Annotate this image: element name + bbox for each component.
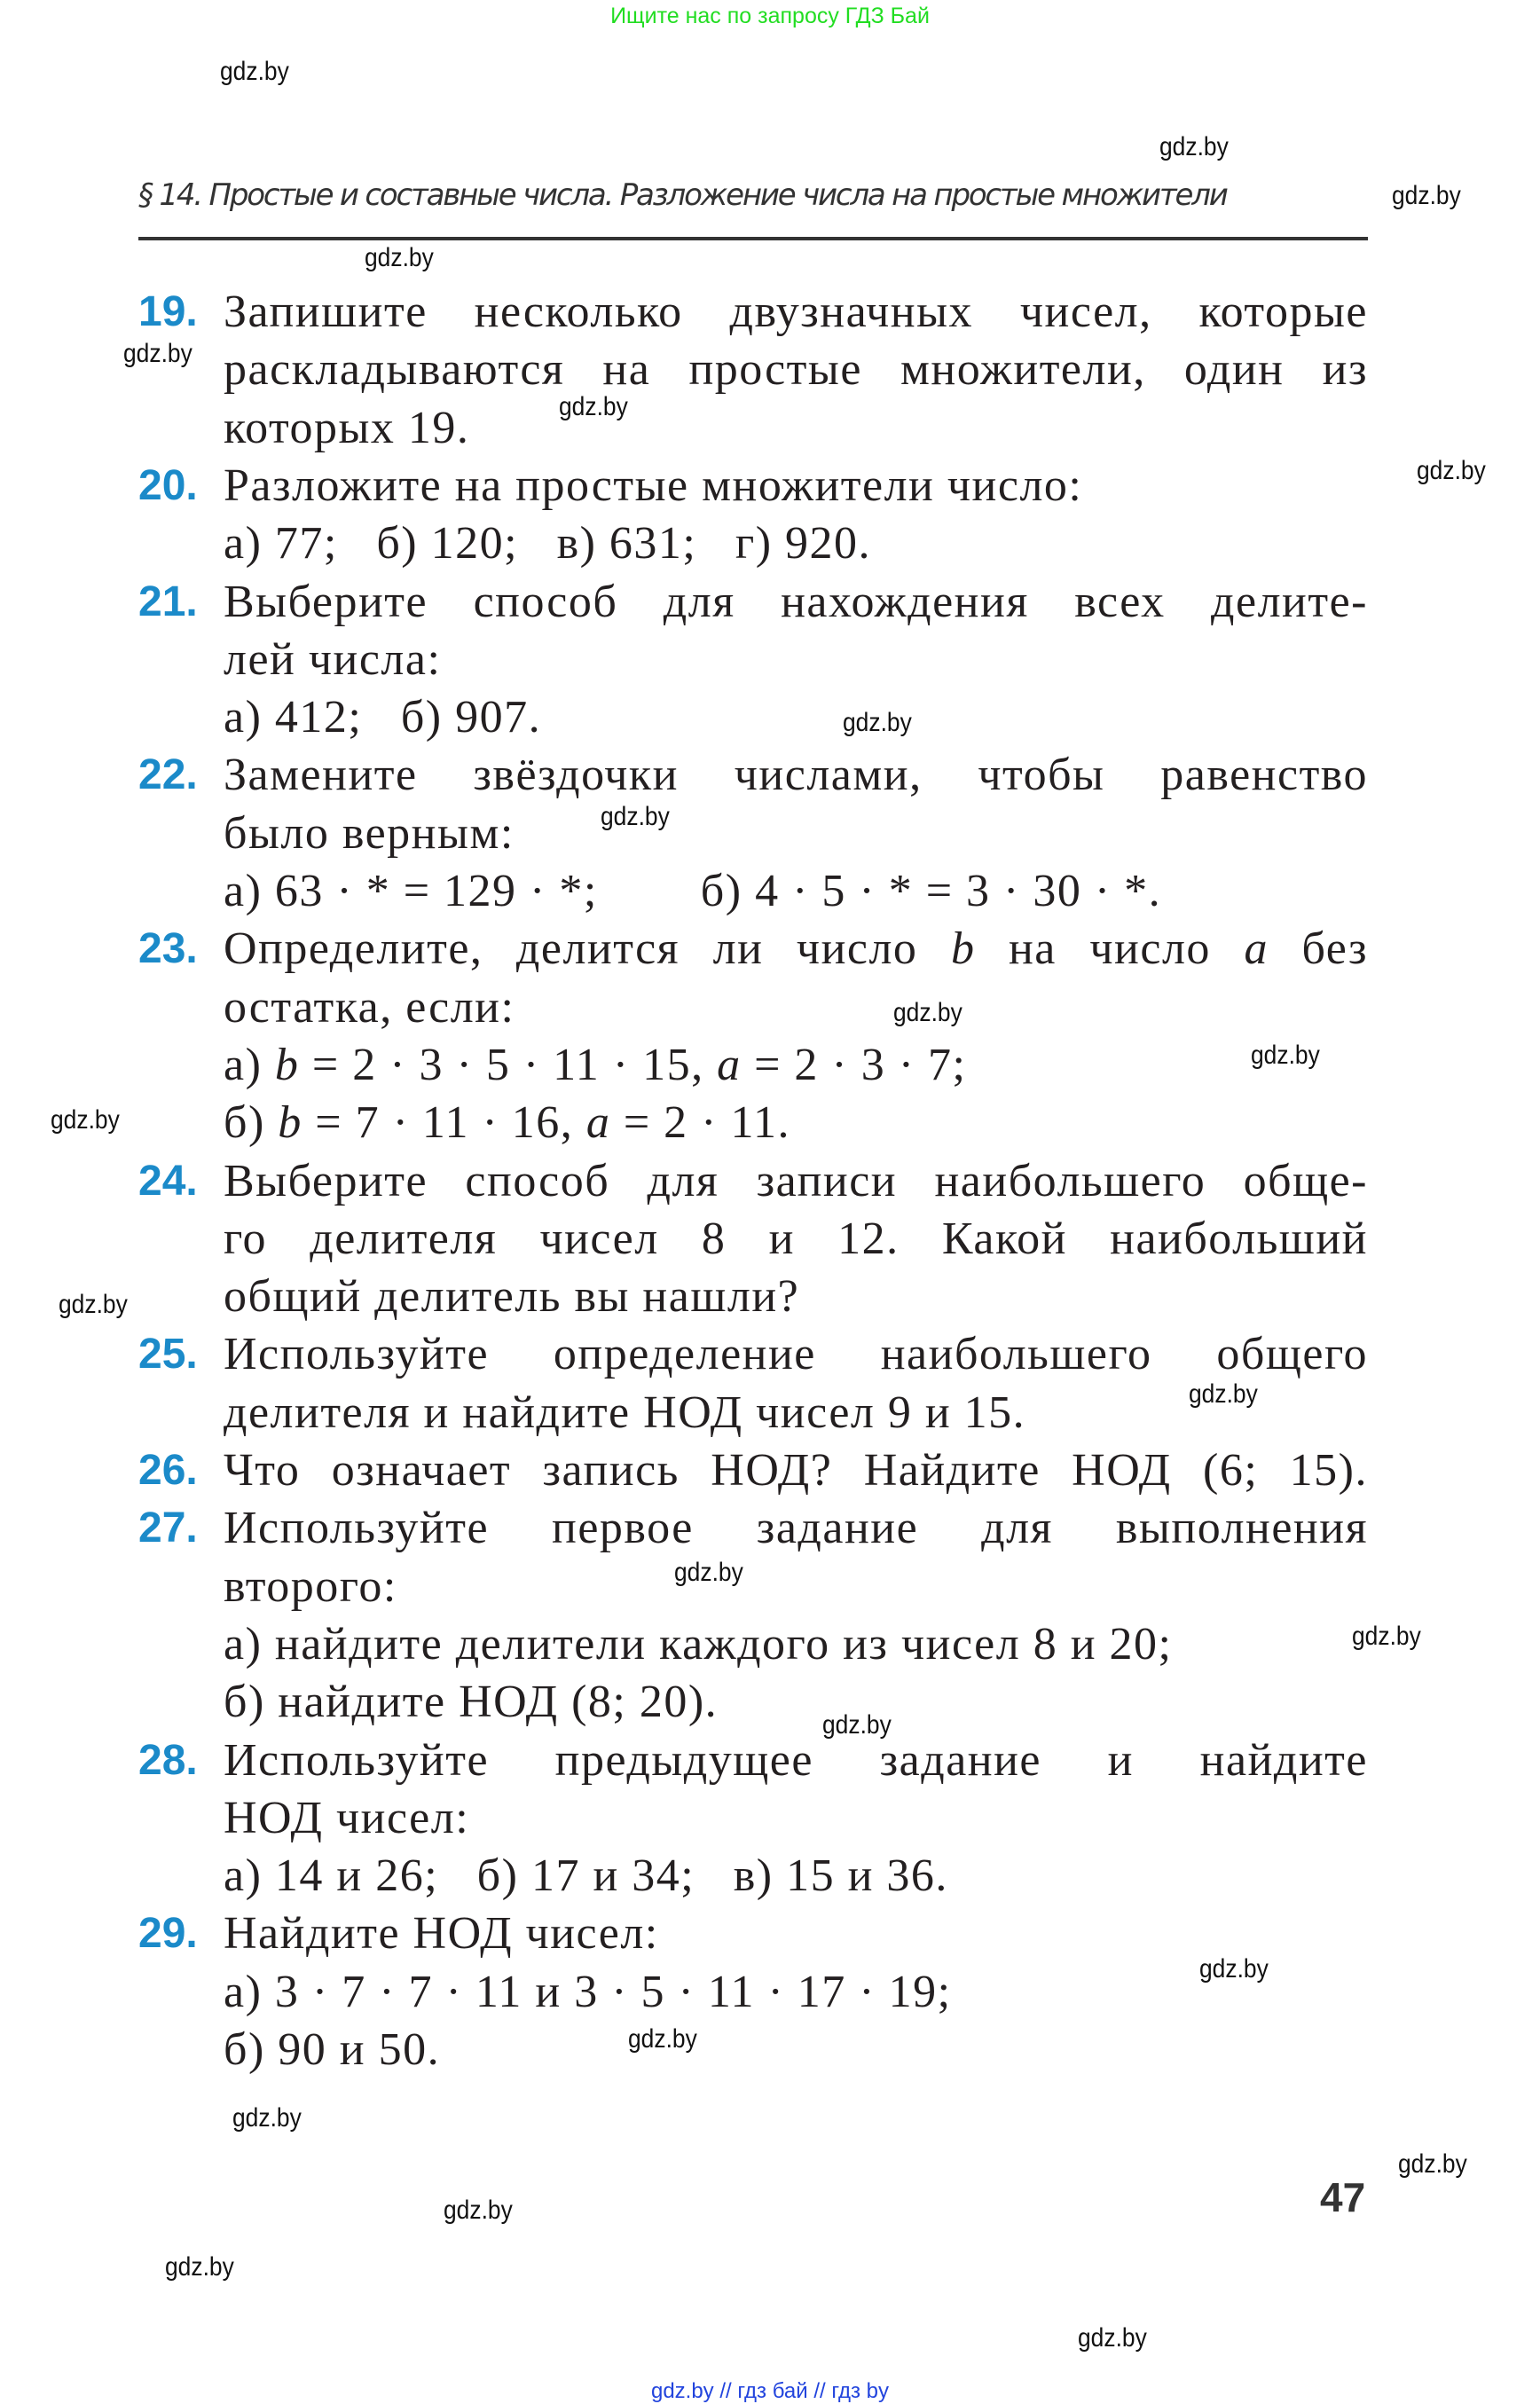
text-segment: Найдите НОД чисел: (224, 1908, 659, 1960)
exercise-line (138, 1210, 1368, 1269)
footer-links[interactable]: gdz.by // гдз бай // гдз by (650, 2379, 890, 2403)
exercise-text (224, 1152, 1368, 1211)
text-segment: а) 63 · * = 129 · *; б) 4 · 5 · * = 3 · 30 · *. (224, 866, 1162, 916)
variable: b (950, 923, 976, 975)
watermark: gdz.by (1251, 1041, 1320, 1070)
variable: a (1244, 923, 1269, 975)
exercise-line (138, 978, 1368, 1037)
exercise-line (138, 399, 1368, 458)
text-segment: Используйте определение наибольшего общего (224, 1329, 1368, 1380)
exercise-text (224, 920, 1368, 978)
watermark: gdz.by (365, 243, 434, 272)
exercise-line-start (138, 1499, 1368, 1558)
exercise-text (224, 2021, 1368, 2079)
watermark: gdz.by (1417, 456, 1486, 485)
page-number: 47 (1320, 2174, 1366, 2220)
text-segment: остатка, если: (224, 981, 515, 1033)
text-segment: делителя и найдите НОД чисел 9 и 15. (224, 1387, 1026, 1438)
exercise-text (224, 1558, 1368, 1616)
watermark: gdz.by (822, 1710, 892, 1740)
watermark: gdz.by (1159, 132, 1229, 161)
variable: a (717, 1039, 742, 1090)
text-segment: б) (224, 1097, 279, 1149)
text-segment: Определите, делится ли число (224, 923, 951, 975)
exercise-text (224, 802, 1368, 863)
watermark: gdz.by (1189, 1379, 1258, 1409)
text-segment: было верным: (224, 807, 515, 859)
exercise-line (138, 1615, 1368, 1674)
exercise-line (138, 862, 1368, 921)
text-segment: а) 412; б) 907. (224, 692, 542, 743)
text-segment: без (1268, 923, 1369, 975)
watermark: gdz.by (1078, 2323, 1147, 2353)
variable: b (274, 1039, 300, 1090)
exercise-line (138, 1558, 1368, 1616)
watermark: gdz.by (59, 1290, 128, 1319)
exercise-text (224, 399, 1368, 458)
text-segment: Выберите способ для записи наибольшего обще- (224, 1155, 1368, 1206)
text-segment: а) 3 · 7 · 7 · 11 и 3 · 5 · 11 · 17 · 19; (224, 1966, 952, 2017)
exercise-text (224, 1905, 1368, 1963)
exercise-text (224, 283, 1368, 342)
text-segment: раскладываются на простые множители, один из (224, 344, 1368, 396)
exercise-line (138, 515, 1368, 573)
exercise-line (138, 1268, 1368, 1326)
exercise-text (224, 1325, 1368, 1384)
text-segment: а) 14 и 26; б) 17 и 34; в) 15 и 36. (224, 1850, 948, 1902)
exercise-line (138, 1847, 1368, 1905)
exercise-text (224, 1094, 1368, 1152)
watermark: gdz.by (559, 392, 628, 421)
text-segment: НОД чисел: (224, 1792, 470, 1843)
exercise-line (138, 1094, 1368, 1152)
text-segment: а) (224, 1039, 275, 1090)
exercise-line-start (138, 457, 1368, 515)
watermark: gdz.by (1352, 1622, 1421, 1651)
text-segment: а) 77; б) 120; в) 631; г) 920. (224, 518, 872, 570)
exercise-text (224, 1499, 1368, 1558)
text-segment: Используйте предыдущее задание и найдите (224, 1734, 1368, 1786)
watermark: gdz.by (674, 1558, 743, 1587)
text-segment: = 7 · 11 · 16, (302, 1097, 586, 1149)
exercise-text (224, 515, 1368, 573)
exercise-line (138, 341, 1368, 399)
text-segment: Запишите несколько двузначных чисел, которые (224, 287, 1368, 337)
top-search-note[interactable]: Ищите нас по запросу ГДЗ Бай (610, 4, 930, 28)
exercise-line-start (138, 1905, 1368, 1963)
exercise-line-start (138, 1152, 1368, 1211)
watermark: gdz.by (220, 57, 289, 86)
exercise-line (138, 688, 1368, 747)
exercise-text (224, 688, 1368, 747)
watermark: gdz.by (123, 339, 192, 368)
exercise-line-start (138, 920, 1368, 978)
watermark: gdz.by (601, 802, 670, 831)
exercise-number: 21. (138, 577, 198, 625)
text-segment: б) найдите НОД (8; 20). (224, 1677, 719, 1728)
exercise-text (224, 573, 1368, 632)
exercise-text (224, 1789, 1368, 1848)
exercise-line-start (138, 746, 1368, 805)
text-segment: = 2 · 3 · 7; (741, 1039, 967, 1090)
text-segment: Разложите на простые множители число: (224, 460, 1083, 511)
watermark: gdz.by (232, 2103, 302, 2133)
section-header: § 14. Простые и составные числа. Разложение числа на простые множители (138, 177, 1227, 213)
watermark: gdz.by (893, 998, 962, 1027)
exercise-number: 19. (138, 288, 198, 335)
exercise-number: 29. (138, 1910, 198, 1958)
variable: b (278, 1097, 302, 1149)
text-segment: = 2 · 3 · 5 · 11 · 15, (299, 1039, 718, 1090)
watermark: gdz.by (51, 1105, 120, 1135)
text-segment: Выберите способ для нахождения всех делите- (224, 576, 1368, 627)
exercise-text (224, 1036, 1368, 1095)
text-segment: = 2 · 11. (610, 1097, 791, 1149)
exercise-text (224, 746, 1368, 805)
exercise-line-start (138, 1442, 1368, 1500)
header-divider (138, 237, 1368, 240)
exercise-number: 24. (138, 1157, 198, 1205)
exercise-line (138, 631, 1368, 689)
exercise-number: 26. (138, 1447, 198, 1494)
exercise-number: 22. (138, 751, 198, 799)
watermark: gdz.by (843, 708, 912, 737)
exercise-line (138, 1963, 1368, 2022)
exercise-text (224, 1615, 1368, 1674)
watermark: gdz.by (1199, 1954, 1269, 1984)
text-segment: Используйте первое задание для выполнения (224, 1503, 1368, 1554)
exercise-text (224, 1673, 1368, 1732)
exercise-text (224, 1268, 1368, 1326)
exercise-line (138, 1036, 1368, 1095)
watermark: gdz.by (628, 2024, 697, 2054)
text-segment: Что означает запись НОД? Найдите НОД (6; 15). (224, 1445, 1368, 1496)
exercise-number: 20. (138, 461, 198, 509)
text-segment: второго: (224, 1560, 397, 1612)
exercise-line-start (138, 283, 1368, 342)
text-segment: на число (975, 923, 1245, 975)
exercise-text (224, 1732, 1368, 1790)
text-segment: Замените звёздочки числами, чтобы равенство (224, 750, 1368, 801)
exercise-line (138, 1789, 1368, 1848)
text-segment: го делителя чисел 8 и 12. Какой наибольший (224, 1213, 1368, 1264)
exercise-line-start (138, 1732, 1368, 1790)
exercise-text (224, 1210, 1368, 1269)
text-segment: б) 90 и 50. (224, 2024, 441, 2075)
text-segment: которых 19. (224, 402, 470, 453)
watermark: gdz.by (1392, 181, 1461, 210)
exercise-text (224, 631, 1368, 689)
watermark: gdz.by (444, 2196, 513, 2225)
exercise-number: 23. (138, 925, 198, 973)
exercise-number: 28. (138, 1736, 198, 1784)
text-segment: лей числа: (224, 633, 442, 685)
exercise-text (224, 1847, 1368, 1905)
exercise-line (138, 1673, 1368, 1732)
exercise-text (224, 457, 1368, 515)
exercise-line (138, 802, 1368, 863)
text-segment: а) найдите делители каждого из чисел 8 и 20; (224, 1618, 1173, 1669)
exercise-line (138, 1384, 1368, 1442)
exercise-line-start (138, 573, 1368, 632)
variable: a (585, 1097, 611, 1149)
exercise-text (224, 862, 1368, 921)
exercise-number: 27. (138, 1504, 198, 1552)
exercise-text (224, 1963, 1368, 2022)
exercise-line-start (138, 1325, 1368, 1384)
watermark: gdz.by (1398, 2149, 1467, 2179)
exercise-text (224, 978, 1368, 1037)
exercise-text (224, 1442, 1368, 1500)
exercise-line (138, 2021, 1368, 2079)
text-segment: общий делитель вы нашли? (224, 1271, 800, 1323)
exercise-number: 25. (138, 1331, 198, 1379)
exercise-text (224, 341, 1368, 399)
watermark: gdz.by (165, 2252, 234, 2282)
